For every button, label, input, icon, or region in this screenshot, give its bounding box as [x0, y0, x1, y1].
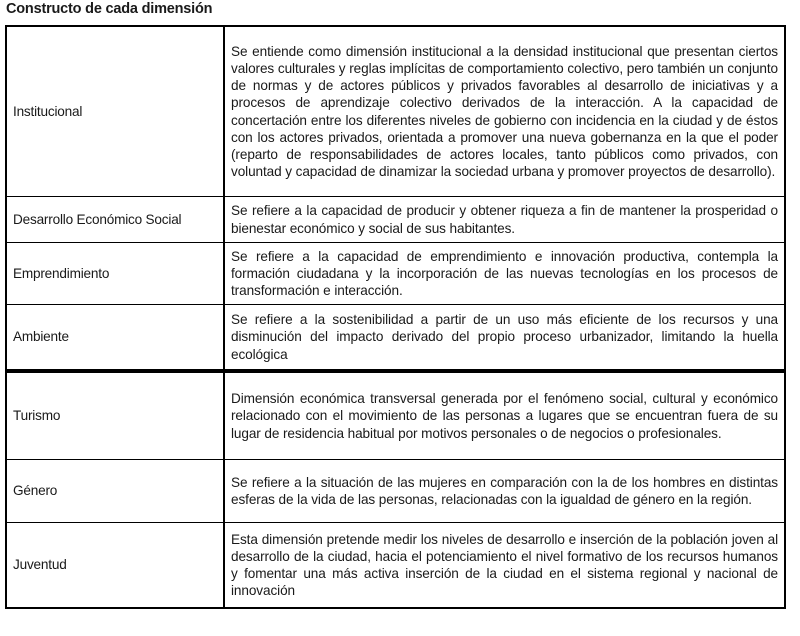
dimension-name: Género — [6, 460, 224, 523]
table-row — [6, 243, 785, 305]
table-row — [6, 460, 785, 523]
dimension-name: Turismo — [6, 371, 224, 460]
dimension-name: Desarrollo Económico Social — [6, 197, 224, 243]
dimension-description: Se entiende como dimensión institucional a la densidad institucional que presentan ciertos valores culturales y reglas implícitas de comportamiento colectivo, pero también un conjunto de normas y de actores públicos y privados favorables al desarrollo de iniciativas y a procesos de aprendizaje colectivo derivados de la interacción. A la capacidad de concertación entre los diferentes niveles de gobierno con incidencia en la ciudad y de éstos con los actores privados, orientada a promover una nueva gobernanza en la que el poder (reparto de responsabilidades de actores locales, tanto públicos como privados, con voluntad y capacidad de dinamizar la sociedad urbana y promover proyectos de desarrollo). — [224, 26, 785, 197]
table-row — [6, 26, 785, 197]
dimensions-table — [5, 25, 786, 609]
table-title: Constructo de cada dimensión — [6, 1, 213, 17]
dimension-description: Se refiere a la situación de las mujeres en comparación con la de los hombres en distintas esferas de la vida de las personas, relacionadas con la igualdad de género en la región. — [224, 460, 785, 523]
dimension-description: Se refiere a la capacidad de producir y obtener riqueza a fin de mantener la prosperidad o bienestar económico y social de sus habitantes. — [224, 197, 785, 243]
dimension-description: Dimensión económica transversal generada por el fenómeno social, cultural y económico relacionado con el movimiento de las personas a lugares que se encuentran fuera de su lugar de residencia habitual por motivos personales o de negocios o profesionales. — [224, 371, 785, 460]
table-row — [6, 371, 785, 460]
dimension-description: Esta dimensión pretende medir los niveles de desarrollo e inserción de la población joven al desarrollo de la ciudad, hacia el potenciamiento el nivel formativo de los recursos humanos y fomentar una más activa inserción de la ciudad en el sistema regional y nacional de innovación — [224, 523, 785, 609]
dimension-description: Se refiere a la sostenibilidad a partir de un uso más eficiente de los recursos y una disminución del impacto derivado del propio proceso urbanizador, limitando la huella ecológica — [224, 305, 785, 372]
dimension-name: Emprendimiento — [6, 243, 224, 305]
dimension-description: Se refiere a la capacidad de emprendimiento e innovación productiva, contempla la formación ciudadana y la incorporación de las nuevas tecnologías en los procesos de transformación e interacción. — [224, 243, 785, 305]
table-row — [6, 523, 785, 609]
table-row — [6, 197, 785, 243]
dimension-name: Ambiente — [6, 305, 224, 372]
dimension-name: Institucional — [6, 26, 224, 197]
table-row — [6, 305, 785, 372]
dimension-name: Juventud — [6, 523, 224, 609]
